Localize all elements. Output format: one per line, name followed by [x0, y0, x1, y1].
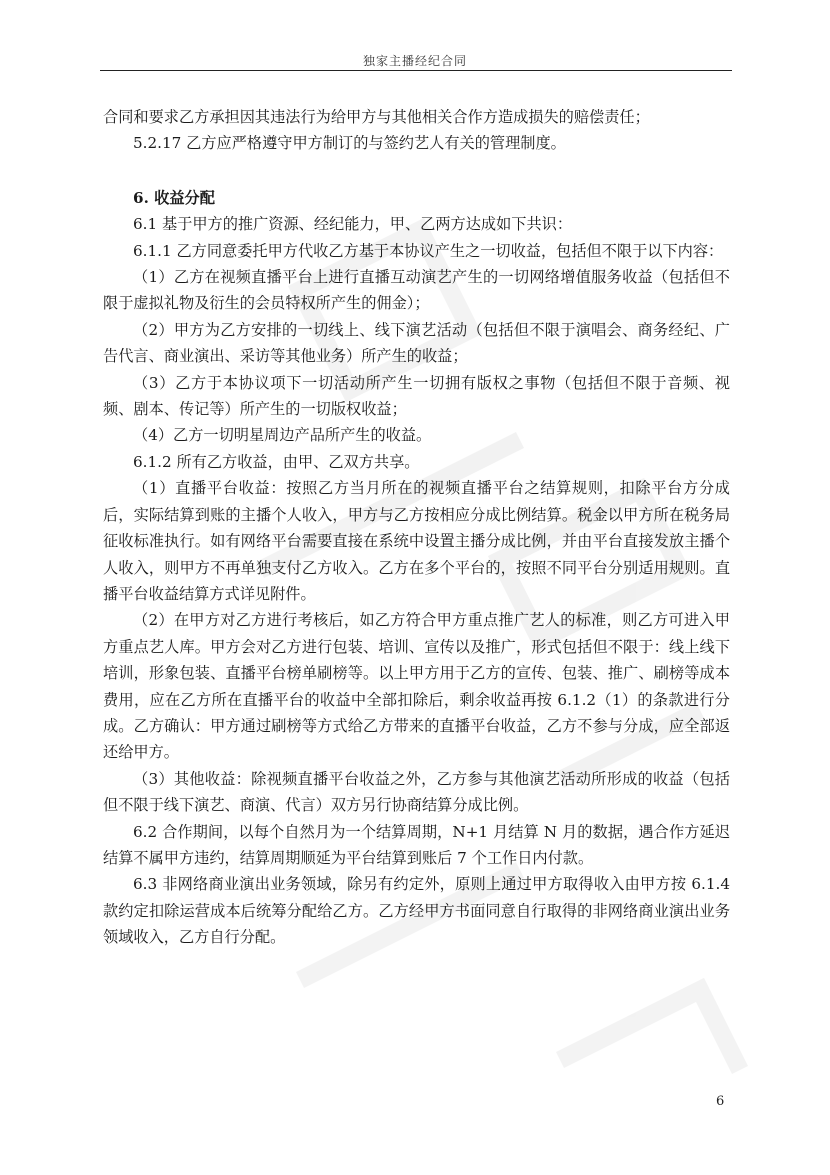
paragraph: 6.1 基于甲方的推广资源、经纪能力，甲、乙两方达成如下共识：	[133, 215, 573, 234]
paragraph: 6.1.2 所有乙方收益，由甲、乙双方共享。	[133, 452, 420, 471]
paragraph: 5.2.17 乙方应严格遵守甲方制订的与签约艺人有关的管理制度。	[133, 134, 566, 153]
paragraph: 6.3 非网络商业演出业务领域，除另有约定外，原则上通过甲方取得收入由甲方按 6.1.4 款约定扣除运营成本后统筹分配给乙方。乙方经甲方书面同意自行取得的非网络商业演出业务领域收入，乙方自行分配。	[103, 875, 730, 947]
list-item: （3）乙方于本协议项下一切活动所产生一切拥有版权之事物（包括但不限于音频、视频、剧本、传记等）所产生的一切版权收益；	[103, 373, 730, 419]
section-heading: 6. 收益分配	[133, 188, 215, 207]
header-divider	[100, 70, 732, 71]
paragraph: 6.1.1 乙方同意委托甲方代收乙方基于本协议产生之一切收益，包括但不限于以下内容：	[133, 241, 724, 260]
list-item: （3）其他收益：除视频直播平台收益之外，乙方参与其他演艺活动所形成的收益（包括但不限于线下演艺、商演、代言）双方另行协商结算分成比例。	[103, 769, 730, 815]
list-item: （2）在甲方对乙方进行考核后，如乙方符合甲方重点推广艺人的标准，则乙方可进入甲方重点艺人库。甲方会对乙方进行包装、培训、宣传以及推广，形式包括但不限于：线上线下培训，形象包装、直播平台榜单刷榜等。以上甲方用于乙方的宣传、包装、推广、刷榜等成本费用，应在乙方所在直播平台的收益中全部扣除后，剩余收益再按 6.1.2（1）的条款进行分成。乙方确认：甲方通过刷榜等方式给乙方带来的直播平台收益，乙方不参与分成，应全部返还给甲方。	[103, 611, 730, 762]
list-item: （4）乙方一切明星周边产品所产生的收益。	[133, 426, 432, 445]
list-item: （2）甲方为乙方安排的一切线上、线下演艺活动（包括但不限于演唱会、商务经纪、广告代言、商业演出、采访等其他业务）所产生的收益；	[103, 320, 730, 366]
paragraph: 6.2 合作期间，以每个自然月为一个结算周期，N+1 月结算 N 月的数据，遇合作方延迟结算不属甲方违约，结算周期顺延为平台结算到账后 7 个工作日内付款。	[103, 822, 730, 867]
page-number: 6	[716, 1094, 725, 1109]
list-item: （1）直播平台收益：按照乙方当月所在的视频直播平台之结算规则，扣除平台方分成后，实际结算到账的主播个人收入，甲方与乙方按相应分成比例结算。税金以甲方所在税务局征收标准执行。如有网络平台需要直接在系统中设置主播分成比例，并由平台直接发放主播个人收入，则甲方不再单独支付乙方收入。乙方在多个平台的，按照不同平台分别适用规则。直播平台收益结算方式详见附件。	[103, 479, 730, 603]
list-item: （1）乙方在视频直播平台上进行直播互动演艺产生的一切网络增值服务收益（包括但不限于虚拟礼物及衍生的会员特权所产生的佣金）；	[103, 268, 730, 313]
paragraph: 合同和要求乙方承担因其违法行为给甲方与其他相关合作方造成损失的赔偿责任；	[103, 108, 650, 126]
document-body	[103, 104, 730, 951]
document-header-title: 独家主播经纪合同	[362, 54, 467, 68]
